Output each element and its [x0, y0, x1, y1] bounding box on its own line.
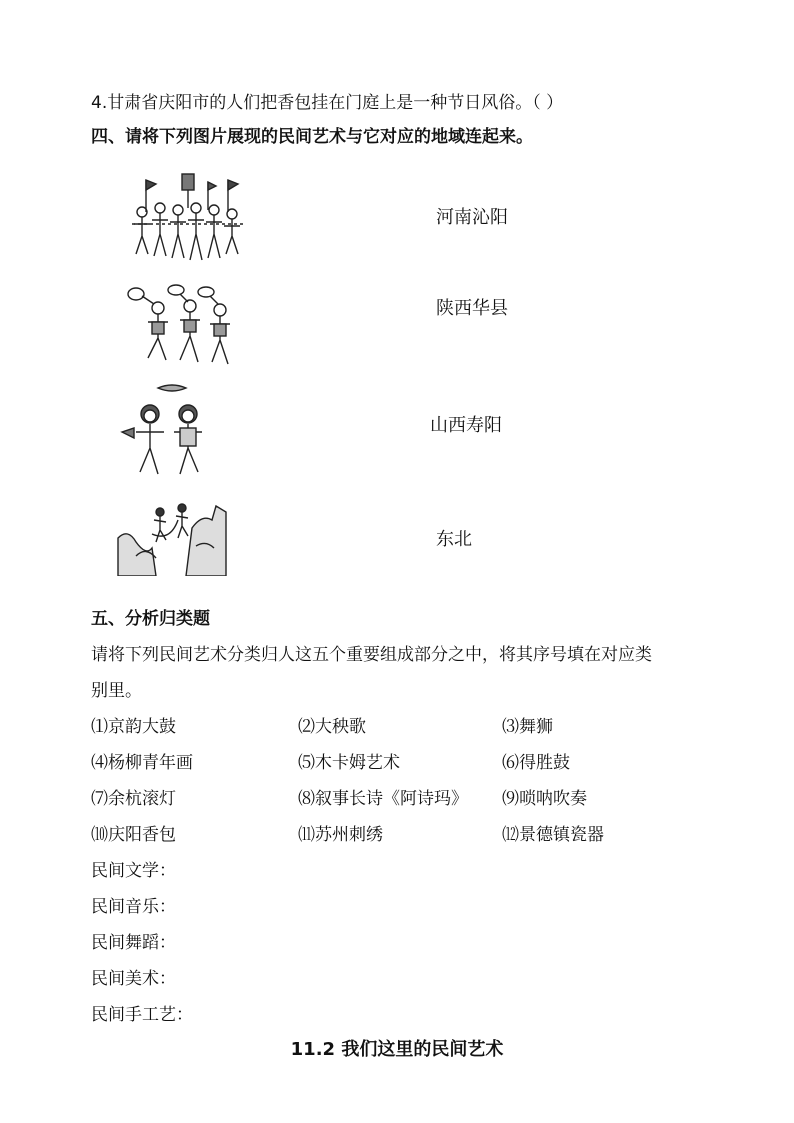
section-5-heading: 五、分析归类题	[91, 609, 210, 629]
dancers-illustration	[118, 384, 218, 482]
item-11: ⑾苏州刺绣	[298, 825, 383, 845]
category-folk-handicraft: 民间手工艺：	[91, 1005, 193, 1025]
item-7: ⑺余杭滚灯	[91, 789, 176, 809]
item-8: ⑻叙事长诗《阿诗玛》	[298, 789, 468, 809]
lesson-title: 11.2 我们这里的民间艺术	[290, 1039, 504, 1060]
category-folk-art: 民间美术：	[91, 969, 176, 989]
section-5-instruction-line1: 请将下列民间艺术分类归人这五个重要组成部分之中，将其序号填在对应类	[91, 645, 652, 665]
item-9: ⑼唢呐吹奏	[502, 789, 587, 809]
item-1: ⑴京韵大鼓	[91, 717, 176, 737]
category-folk-dance: 民间舞蹈：	[91, 933, 176, 953]
item-6: ⑹得胜鼓	[502, 753, 570, 773]
item-12: ⑿景德镇瓷器	[502, 825, 604, 845]
drummers-illustration	[126, 282, 240, 374]
category-folk-literature: 民间文学：	[91, 861, 176, 881]
cliff-performers-illustration	[116, 498, 228, 576]
section-4-heading: 四、请将下列图片展现的民间艺术与它对应的地域连起来。	[91, 127, 533, 147]
region-shaanxi-huaxian: 陕西华县	[436, 298, 508, 319]
item-5: ⑸木卡姆艺术	[298, 753, 400, 773]
category-folk-music: 民间音乐：	[91, 897, 176, 917]
region-dongbei: 东北	[436, 529, 472, 550]
question-4: 4.甘肃省庆阳市的人们把香包挂在门庭上是一种节日风俗。（ ）	[91, 93, 564, 113]
parade-illustration	[128, 172, 250, 270]
region-shanxi-shouyang: 山西寿阳	[430, 415, 502, 436]
item-3: ⑶舞狮	[502, 717, 553, 737]
section-5-instruction-line2: 别里。	[91, 681, 142, 701]
item-2: ⑵大秧歌	[298, 717, 366, 737]
item-10: ⑽庆阳香包	[91, 825, 176, 845]
item-4: ⑷杨柳青年画	[91, 753, 193, 773]
region-henan-qinyang: 河南沁阳	[436, 207, 508, 228]
